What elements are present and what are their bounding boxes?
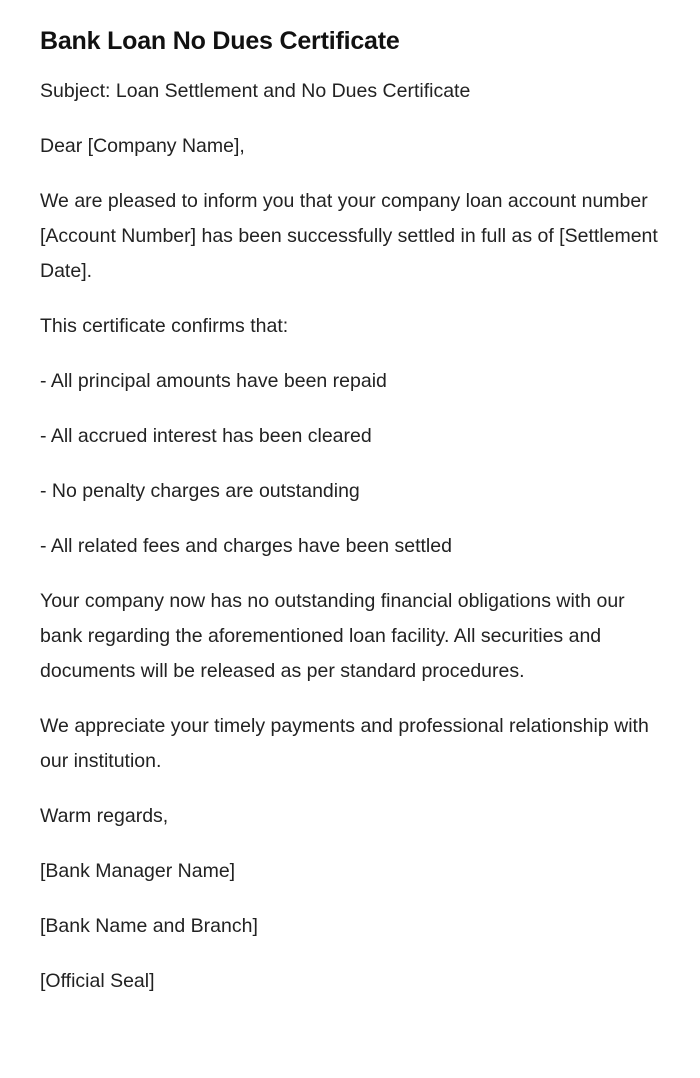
confirmation-item: - All accrued interest has been cleared [40,425,372,447]
confirmation-item: - All principal amounts have been repaid [40,370,387,392]
appreciation-paragraph: We appreciate your timely payments and professional relationship with our institution. [40,715,649,772]
confirmation-item: - All related fees and charges have been settled [40,535,452,557]
obligations-paragraph: Your company now has no outstanding financial obligations with our bank regarding the aforementioned loan facility. All securities and documents will be released as per standard procedures. [40,590,625,682]
official-seal: [Official Seal] [40,970,155,992]
salutation: Dear [Company Name], [40,135,245,157]
confirm-lead: This certificate confirms that: [40,315,289,337]
document-title: Bank Loan No Dues Certificate [40,27,400,55]
intro-paragraph: We are pleased to inform you that your company loan account number [Account Number] has been successfully settled in full as of [Settlement Date]. [40,190,658,282]
closing-line: Warm regards, [40,805,169,827]
subject-line: Subject: Loan Settlement and No Dues Certificate [40,80,471,102]
confirmation-item: - No penalty charges are outstanding [40,480,360,502]
bank-name-branch: [Bank Name and Branch] [40,915,258,937]
manager-name: [Bank Manager Name] [40,860,236,882]
